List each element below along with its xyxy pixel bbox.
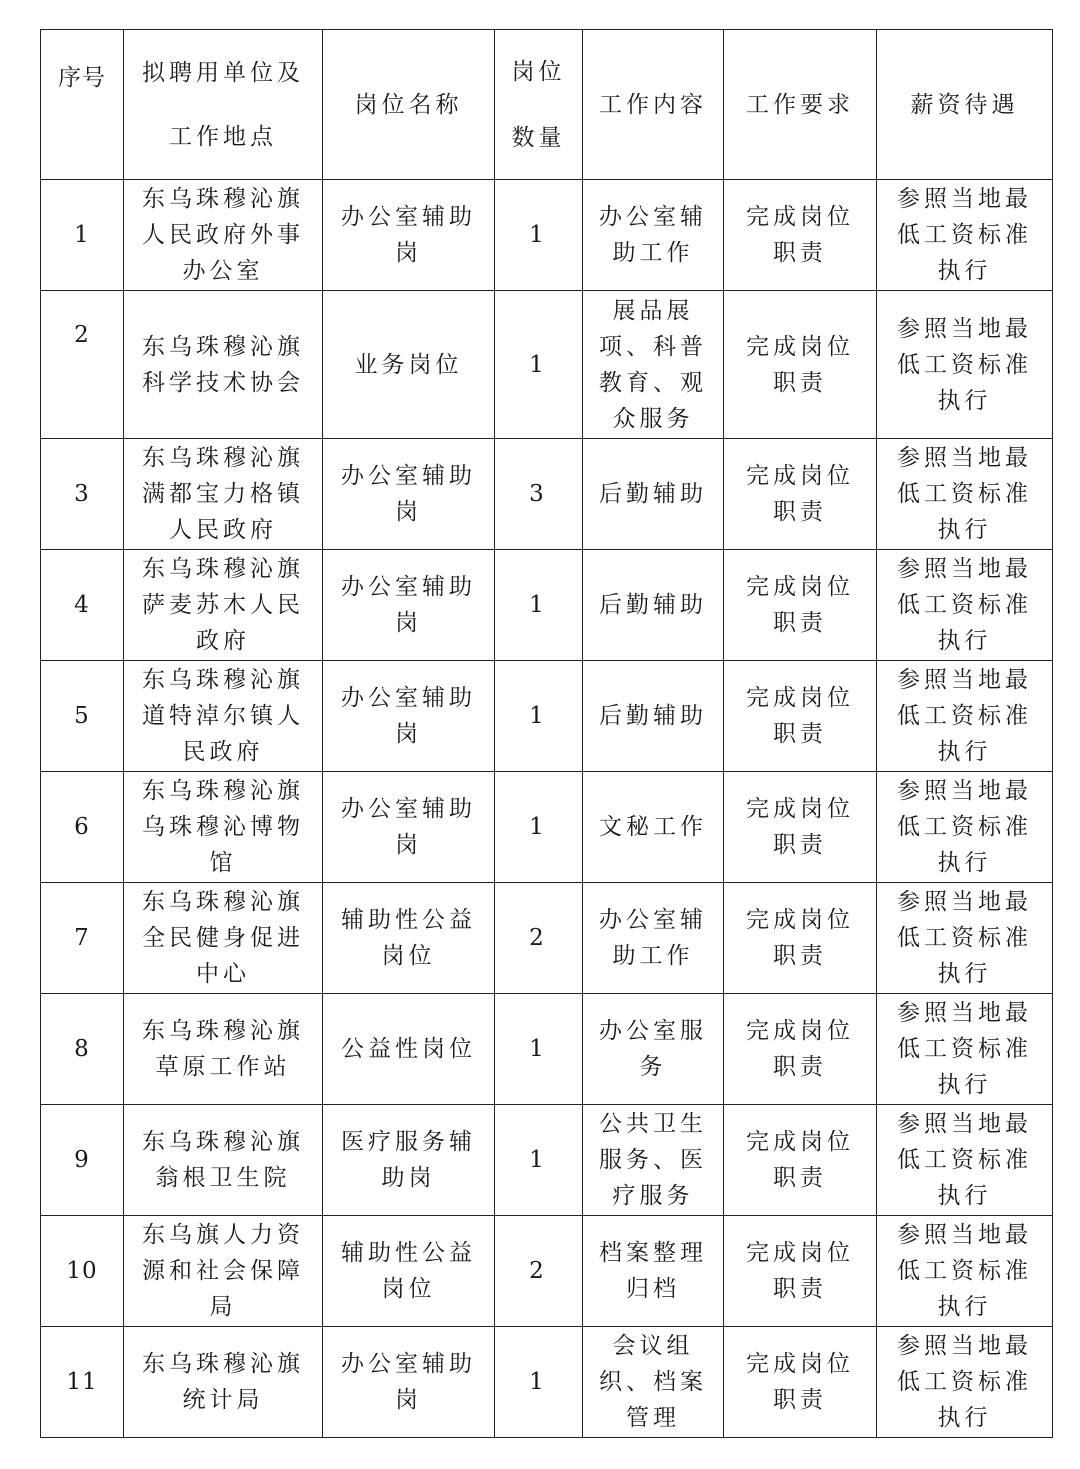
cell-unit: 东乌珠穆沁旗全民健身促进中心 [124, 883, 323, 994]
seq-value: 10 [66, 1258, 98, 1284]
cell-content: 展品展项、科普教育、观众服务 [583, 291, 724, 439]
seq-value: 7 [74, 925, 90, 951]
header-row [41, 30, 1053, 180]
seq-value: 3 [74, 481, 90, 507]
table-row [41, 550, 1053, 661]
seq-value: 11 [66, 1369, 98, 1395]
cell-salary: 参照当地最低工资标准执行 [877, 661, 1053, 772]
cell-requirement: 完成岗位职责 [724, 883, 877, 994]
cell-content: 办公室辅助工作 [583, 180, 724, 291]
cell-count: 3 [495, 439, 583, 550]
cell-count: 1 [495, 661, 583, 772]
cell-seq [41, 439, 124, 550]
cell-requirement: 完成岗位职责 [724, 439, 877, 550]
cell-content: 后勤辅助 [583, 661, 724, 772]
cell-salary: 参照当地最低工资标准执行 [877, 772, 1053, 883]
cell-count: 2 [495, 883, 583, 994]
table-row [41, 291, 1053, 439]
cell-salary: 参照当地最低工资标准执行 [877, 1216, 1053, 1327]
cell-content: 档案整理归档 [583, 1216, 724, 1327]
cell-count: 1 [495, 1327, 583, 1438]
seq-value: 4 [74, 592, 90, 618]
cell-unit: 东乌珠穆沁旗翁根卫生院 [124, 1105, 323, 1216]
table-row [41, 439, 1053, 550]
cell-seq [41, 550, 124, 661]
cell-unit: 东乌珠穆沁旗草原工作站 [124, 994, 323, 1105]
cell-position: 业务岗位 [323, 291, 495, 439]
recruitment-table [40, 29, 1053, 1438]
cell-requirement: 完成岗位职责 [724, 1105, 877, 1216]
table-row [41, 994, 1053, 1105]
header-requirement-label: 工作要求 [746, 91, 854, 118]
header-content [583, 30, 724, 180]
cell-requirement: 完成岗位职责 [724, 1327, 877, 1438]
cell-position: 辅助性公益岗位 [323, 1216, 495, 1327]
header-unit-line2: 工作地点 [169, 123, 277, 150]
seq-value: 8 [74, 1036, 90, 1062]
cell-content: 后勤辅助 [583, 550, 724, 661]
cell-requirement: 完成岗位职责 [724, 180, 877, 291]
cell-seq [41, 1216, 124, 1327]
cell-salary: 参照当地最低工资标准执行 [877, 1105, 1053, 1216]
table-row [41, 883, 1053, 994]
cell-content: 会议组织、档案管理 [583, 1327, 724, 1438]
cell-salary: 参照当地最低工资标准执行 [877, 883, 1053, 994]
header-count-line2: 数量 [511, 124, 566, 151]
cell-count: 1 [495, 550, 583, 661]
cell-salary: 参照当地最低工资标准执行 [877, 180, 1053, 291]
cell-requirement: 完成岗位职责 [724, 291, 877, 439]
cell-salary: 参照当地最低工资标准执行 [877, 1327, 1053, 1438]
cell-seq [41, 1105, 124, 1216]
seq-value: 2 [74, 322, 90, 348]
cell-content: 公共卫生服务、医疗服务 [583, 1105, 724, 1216]
cell-position: 办公室辅助岗 [323, 1327, 495, 1438]
cell-unit: 东乌珠穆沁旗乌珠穆沁博物馆 [124, 772, 323, 883]
table-row [41, 1105, 1053, 1216]
cell-position: 医疗服务辅助岗 [323, 1105, 495, 1216]
cell-unit: 东乌珠穆沁旗满都宝力格镇人民政府 [124, 439, 323, 550]
cell-salary: 参照当地最低工资标准执行 [877, 439, 1053, 550]
header-seq-label: 序号 [58, 65, 106, 91]
cell-unit: 东乌珠穆沁旗道特淖尔镇人民政府 [124, 661, 323, 772]
table-row [41, 1216, 1053, 1327]
table-row [41, 180, 1053, 291]
header-count-line1: 岗位 [511, 58, 566, 85]
cell-requirement: 完成岗位职责 [724, 772, 877, 883]
cell-position: 办公室辅助岗 [323, 661, 495, 772]
cell-seq [41, 994, 124, 1105]
header-content-label: 工作内容 [599, 91, 707, 118]
cell-seq [41, 661, 124, 772]
table-row [41, 772, 1053, 883]
cell-unit: 东乌珠穆沁旗人民政府外事办公室 [124, 180, 323, 291]
header-seq [41, 30, 124, 180]
cell-unit: 东乌珠穆沁旗科学技术协会 [124, 291, 323, 439]
header-position [323, 30, 495, 180]
seq-value: 5 [74, 703, 90, 729]
cell-position: 办公室辅助岗 [323, 180, 495, 291]
cell-position: 办公室辅助岗 [323, 772, 495, 883]
cell-count: 1 [495, 772, 583, 883]
cell-requirement: 完成岗位职责 [724, 1216, 877, 1327]
seq-value: 1 [74, 222, 90, 248]
table-row [41, 1327, 1053, 1438]
cell-count: 1 [495, 994, 583, 1105]
cell-unit: 东乌珠穆沁旗萨麦苏木人民政府 [124, 550, 323, 661]
seq-value: 6 [74, 814, 90, 840]
header-salary-label: 薪资待遇 [910, 91, 1019, 118]
cell-content: 办公室服务 [583, 994, 724, 1105]
cell-requirement: 完成岗位职责 [724, 661, 877, 772]
header-unit-line1: 拟聘用单位及 [142, 59, 304, 86]
cell-content: 后勤辅助 [583, 439, 724, 550]
cell-seq [41, 1327, 124, 1438]
cell-count: 2 [495, 1216, 583, 1327]
header-position-label: 岗位名称 [354, 91, 463, 118]
cell-seq [41, 772, 124, 883]
cell-position: 办公室辅助岗 [323, 439, 495, 550]
cell-seq [41, 883, 124, 994]
cell-position: 办公室辅助岗 [323, 550, 495, 661]
cell-requirement: 完成岗位职责 [724, 994, 877, 1105]
header-requirement [724, 30, 877, 180]
cell-count: 1 [495, 180, 583, 291]
cell-unit: 东乌珠穆沁旗统计局 [124, 1327, 323, 1438]
cell-content: 文秘工作 [583, 772, 724, 883]
seq-value: 9 [74, 1147, 90, 1173]
cell-salary: 参照当地最低工资标准执行 [877, 994, 1053, 1105]
cell-content: 办公室辅助工作 [583, 883, 724, 994]
header-count [495, 30, 583, 180]
cell-unit: 东乌旗人力资源和社会保障局 [124, 1216, 323, 1327]
cell-position: 辅助性公益岗位 [323, 883, 495, 994]
cell-seq [41, 180, 124, 291]
cell-salary: 参照当地最低工资标准执行 [877, 550, 1053, 661]
header-unit [124, 30, 323, 180]
cell-position: 公益性岗位 [323, 994, 495, 1105]
cell-count: 1 [495, 291, 583, 439]
cell-requirement: 完成岗位职责 [724, 550, 877, 661]
cell-seq [41, 291, 124, 439]
cell-count: 1 [495, 1105, 583, 1216]
cell-salary: 参照当地最低工资标准执行 [877, 291, 1053, 439]
table-row [41, 661, 1053, 772]
header-salary [877, 30, 1053, 180]
